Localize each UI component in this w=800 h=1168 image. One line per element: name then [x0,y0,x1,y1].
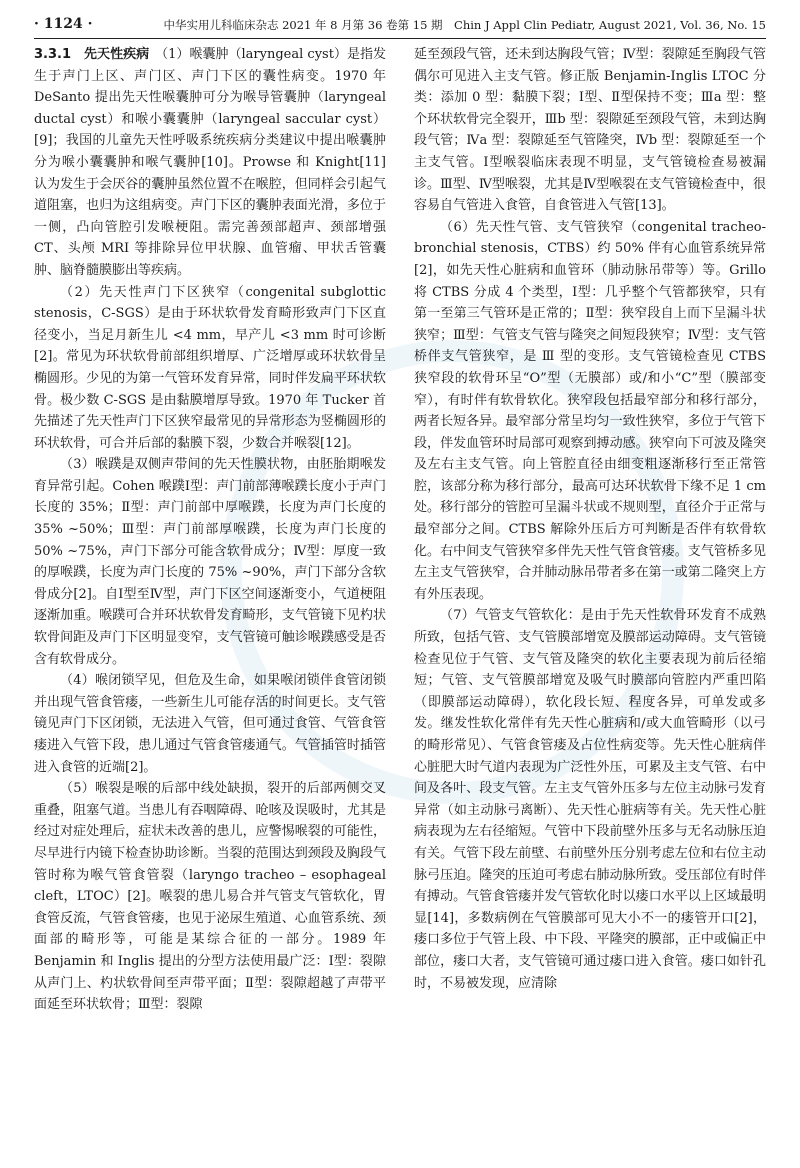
paragraph-laryngeal-cyst [34,44,386,282]
section-heading: 3.3.1 先天性疾病 [34,47,150,62]
running-header [34,14,766,39]
paragraph-subglottic-stenosis: （2）先天性声门下区狭窄（congenital subglottic stenosis，C-SGS）是由于环状软骨发育畸形致声门下区直径变小，当足月新生儿 <4 mm，早产儿 <3 mm 时可诊断[2]。常见为环状软骨前部组织增厚、广泛增厚或环状软骨呈椭圆形。少见的为第一气管环发育异常，同时伴发扁平环状软骨。极少数 C-SGS 是由黏膜增厚导致。1970 年 Tucker 首先描述了先天性声门下区狭窄最常见的异常形态为竖椭圆形的环状软骨，可合并后部的黏膜下裂，少数合并喉裂[12]。 [34,284,386,451]
paragraph-laryngeal-web: （3）喉蹼是双侧声带间的先天性膜状物，由胚胎期喉发育异常引起。Cohen 喉蹼Ⅰ型：声门前部薄喉蹼长度小于声门长度的 35%；Ⅱ型：声门前部中厚喉蹼，长度为声门长度的 35% ~50%；Ⅲ型：声门前部厚喉蹼，长度为声门长度的 50% ~75%，声门下部分可能含软骨成分；Ⅳ型：厚度一致的厚喉蹼，长度为声门长度的 75% ~90%，声门下部分含软骨成分[2]。自Ⅰ型至Ⅳ型，声门下区空间逐渐变小，气道梗阻逐渐加重。喉蹼可合并环状软骨发育畸形，支气管镜下见杓状软骨间距及声门下区明显变窄，支气管镜可触诊喉蹼感受是否含有软骨成分。 [34,457,386,667]
paragraph-tracheobronchial-stenosis: （6）先天性气管、支气管狭窄（congenital tracheo-bronchial stenosis，CTBS）约 50% 伴有心血管系统异常[2]，如先天性心脏病和血管环（肺动脉吊带等）等。Grillo 将 CTBS 分成 4 个类型，Ⅰ型：几乎整个气管都狭窄，只有第一至第三气管环是正常的；Ⅱ型：狭窄段自上而下呈漏斗状狭窄；Ⅲ型：气管支气管与隆突之间短段狭窄；Ⅳ型：支气管桥伴支气管狭窄，是 Ⅲ 型的变形。支气管镜检查见 CTBS 狭窄段的软骨环呈“O”型（无膜部）或/和小“C”型（膜部变窄），有时伴有软骨软化。狭窄段包括最窄部分和移行部分，两者长短各异。最窄部分常呈均匀一致性狭窄，多位于气管下段，伴发血管环时局部可观察到搏动感。狭窄向下可波及隆突及左右主支气管。向上管腔直径由细变粗逐渐移行至正常管腔，该部分称为移行部分，最高可达环状软骨下缘不足 1 cm 处。移行部分的管腔可呈漏斗状或不规则型，直径介于正常与最窄部分之间。CTBS 解除外压后方可判断是否伴有软骨软化。右中间支气管狭窄多伴先天性气管食管瘘。支气管桥多见左主支气管狭窄，合并肺动脉吊带者多在第一或第二隆突上方有外压表现。 [414,219,766,602]
paragraph-text: （1）喉囊肿（laryngeal cyst）是指发生于声门上区、声门区、声门下区的囊性病变。1970 年 DeSanto 提出先天性喉囊肿可分为喉导管囊肿（laryngeal ductal cyst）和喉小囊囊肿（laryngeal saccular cyst）[9]；我国的儿童先天性呼吸系统疾病分类建议中提出喉囊肿分为喉小囊囊肿和喉气囊肿[10]。Prowse 和 Knight[11] 认为发生于会厌谷的囊肿虽然位置不在喉腔，但同样会引起气道阻塞，也归为这组病变。声门下区的囊肿表面光滑，多位于一侧，凸向管腔引发喉梗阻。需完善颈部超声、颈部增强 CT、头颅 MRI 等排除异位甲状腺、血管瘤、甲状舌管囊肿、脑脊髓膜膨出等疾病。 [34,47,386,278]
journal-citation-line: 中华实用儿科临床杂志 2021 年 8 月第 36 卷第 15 期 Chin J Appl Clin Pediatr, August 2021, Vol. 36, No. 15 [163,18,766,32]
paragraph-laryngeal-cleft: （5）喉裂是喉的后部中线处缺损，裂开的后部两侧交叉重叠，阻塞气道。当患儿有吞咽障碍、呛咳及误吸时，尤其是经过对症处理后，症状未改善的患儿，应警惕喉裂的可能性，尽早进行内镜下检查协助诊断。当裂的范围达到颈段及胸段气管时称为喉气管食管裂（laryngo tracheo – esophageal cleft，LTOC）[2]。喉裂的患儿易合并气管支气管软化，胃食管反流，气管食管瘘，也见于泌尿生殖道、心血管系统、颈面部的畸形等，可能是某综合征的一部分。1989 年 Benjamin 和 Inglis 提出的分型方法使用最广泛：Ⅰ型：裂隙从声门上、杓状软骨间至声带平面；Ⅱ型：裂隙超越了声带平面延至环状软骨；Ⅲ型：裂隙 [34,781,386,1013]
left-text-column [34,44,386,1154]
right-text-column [414,44,766,1154]
paragraph-tracheobronchomalacia: （7）气管支气管软化：是由于先天性软骨环发育不成熟所致，包括气管、支气管膜部增宽及膜部运动障碍。支气管镜检查见位于气管、支气管及隆突的软化主要表现为前后径缩短；气管、支气管膜部增宽及吸气时膜部向管腔内严重凹陷（即膜部运动障碍），软化段长短、程度各异，可单发或多发。继发性软化常伴有先天性心脏病和/或大血管畸形（以弓的畸形常见）、气管食管瘘及占位性病変等。先天性心脏病伴心脏肥大时气道内表现为广泛性外压，可累及主支气管、右中间及各叶、段支气管。左主支气管外压多与左位主动脉弓发育异常（如主动脉弓离断）、先天性心脏病等有关。先天性心脏病表现为左右径缩短。气管中下段前壁外压多与无名动脉压迫有关。气管下段左前壁、右前壁外压分别考虑左位和右位主动脉弓压迫。隆突的压迫可考虑右肺动脉所致。受压部位有时伴有搏动。气管食管瘘并发气管软化时以瘘口水平以上区域最明显[14]，多数病例在气管膜部可见大小不一的瘘管开口[2]，瘘口多位于气管上段、中下段、平隆突的膜部，正中或偏正中部位，瘘口大者，支气管镜可通过瘘口进入食管。瘘口如针孔时，不易被发现，应清除 [414,608,766,991]
paragraph-laryngeal-atresia: （4）喉闭锁罕见，但危及生命，如果喉闭锁伴食管闭锁并出现气管食管瘘，一些新生儿可能存活的时间更长。支气管镜见声门下区闭锁，无法进入气管，但可通过食管、气管食管瘘进入气管下段，患儿通过气管食管瘘通气。气管插管时插管进入食管的近端[2]。 [34,673,386,775]
page-number: · 1124 · [34,16,93,32]
paragraph-laryngeal-cleft-continued: 延至颈段气管，还未到达胸段气管；Ⅳ型：裂隙延至胸段气管偶尔可见进入主支气管。修正版 Benjamin-Inglis LTOC 分类：添加 0 型：黏膜下裂；Ⅰ型、Ⅱ型保持不变；Ⅲa 型：整个环状软骨完全裂开，Ⅲb 型：裂隙延至颈段气管，未到达胸段气管；Ⅳa 型：裂隙延至气管隆突，Ⅳb 型：裂隙延至一个主支气管。Ⅰ型喉裂临床表现不明显，支气管镜检查易被漏诊。Ⅲ型、Ⅳ型喉裂，尤其是Ⅳ型喉裂在支气管镜检查中，很容易自气管进入食管，自食管进入气管[13]。 [414,47,766,214]
